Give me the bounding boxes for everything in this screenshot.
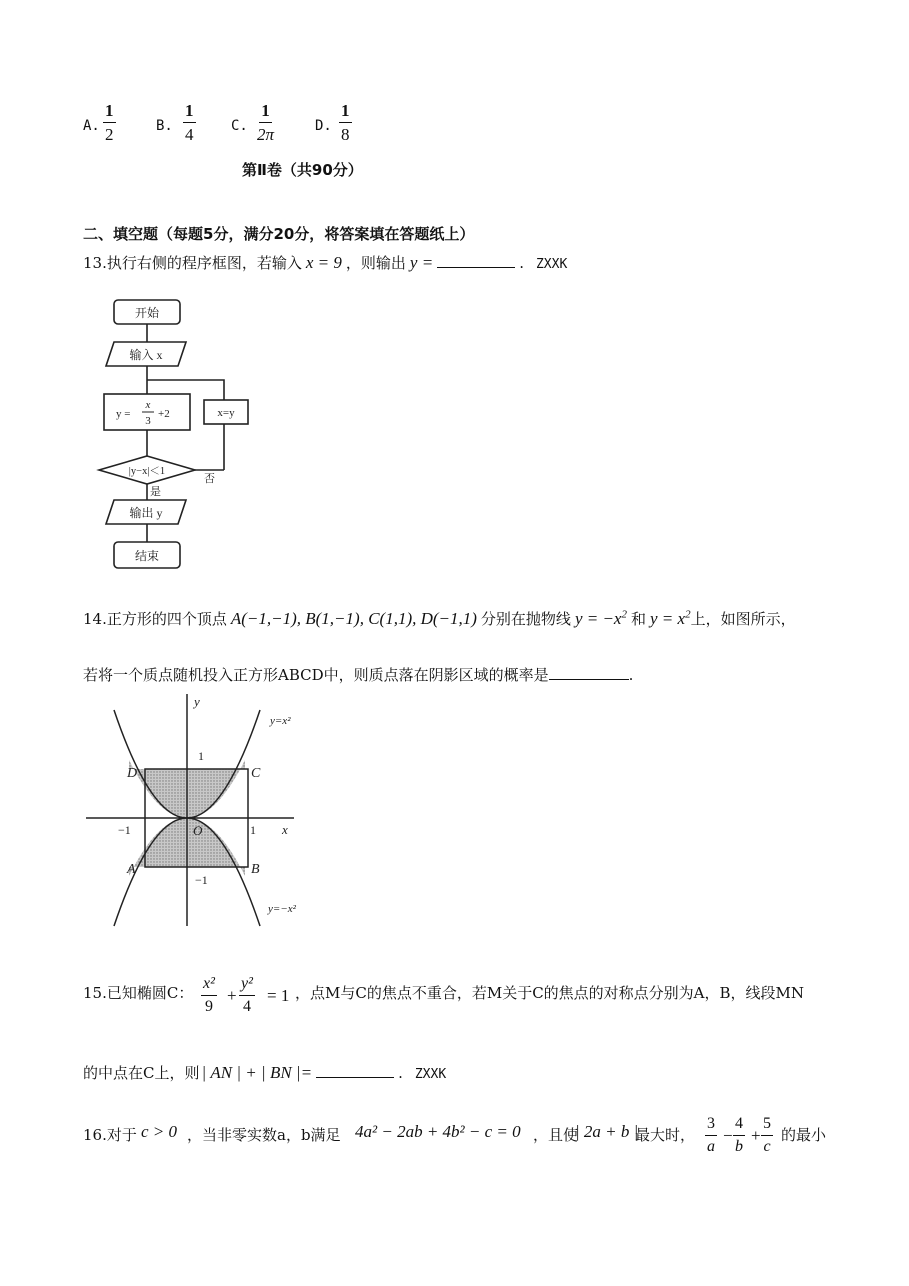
fraction-numerator: 1: [103, 102, 116, 123]
q13-input-eq: x = 9: [305, 253, 342, 272]
choice-fraction: [257, 102, 274, 143]
fraction-denominator: 8: [341, 125, 350, 144]
fraction-denominator: 9: [204, 998, 213, 1015]
part-title: 第Ⅱ卷（共90分）: [242, 161, 363, 179]
y-axis-label: y: [194, 694, 200, 709]
fraction-numerator: y²: [239, 976, 255, 996]
question-15-line2: [83, 1062, 446, 1083]
x-tick-left: −1: [118, 823, 131, 837]
choice-row: [83, 102, 403, 152]
choice-letter: B.: [156, 118, 173, 134]
q14-parabola-1: [575, 609, 627, 628]
origin-label: O: [193, 823, 203, 838]
q13-text: 13.执行右侧的程序框图，若输入: [83, 254, 302, 272]
flowchart-update-label: x=y: [217, 407, 235, 419]
q15-plus: +: [227, 986, 237, 1005]
fraction-numerator: x²: [201, 976, 217, 996]
watermark-mark: ZXXK: [535, 257, 568, 272]
q16-text-end: 的最小: [781, 1126, 827, 1144]
fraction-denominator: 4: [242, 998, 251, 1015]
fraction-denominator: b: [735, 1138, 743, 1155]
flowchart: [90, 290, 260, 580]
q16-c-condition: c > 0: [141, 1122, 178, 1141]
q14-eq1: y = −x: [574, 609, 622, 628]
fraction-numerator: 4: [733, 1116, 745, 1136]
q16-term-1: [705, 1116, 717, 1155]
q14-text-mid: 分别在抛物线: [480, 610, 571, 628]
q14-eq1-exp: 2: [621, 608, 627, 621]
choice-letter: C.: [231, 118, 248, 134]
x-tick-right: 1: [250, 823, 256, 837]
q14-eq2-exp: 2: [685, 608, 691, 621]
q13-text-mid: ，则输出: [345, 254, 406, 272]
fraction-numerator: 1: [183, 102, 196, 123]
q16-equation: 4a² − 2ab + 4b² − c = 0: [355, 1122, 521, 1141]
q16-term-2: [733, 1116, 745, 1155]
flowchart-output-label: 输出 y: [129, 506, 163, 520]
q13-output-eq: y =: [409, 253, 434, 272]
q16-text: 16.对于: [83, 1126, 137, 1144]
question-13: [83, 252, 567, 273]
q15-equals: = 1: [267, 986, 290, 1005]
q16-term-3: [761, 1116, 773, 1155]
section-heading: 二、填空题（每题5分，满分20分，将答案填在答题纸上）: [83, 225, 475, 243]
x-axis-label: x: [282, 822, 288, 837]
parabola-graph: [84, 690, 334, 930]
q16-minus: −: [723, 1126, 733, 1145]
q15-expression: | AN | + | BN |=: [201, 1063, 313, 1082]
flowchart-yes-label: 是: [150, 486, 161, 498]
q15-text: 15.已知椭圆C：: [83, 984, 194, 1002]
choice-fraction: [339, 102, 352, 143]
q14-parabola-2: [650, 609, 691, 628]
fraction-denominator: a: [707, 1138, 715, 1155]
answer-blank: [316, 1077, 394, 1078]
fraction-denominator: c: [763, 1138, 771, 1155]
vertex-a-label: A: [127, 862, 136, 877]
q16-plus: +: [751, 1126, 761, 1145]
question-14-line2: [83, 664, 633, 685]
vertex-d-label: D: [127, 766, 138, 781]
flowchart-input-label: 输入 x: [129, 348, 163, 362]
q14-eq2: y = x: [650, 609, 686, 628]
flowchart-start-label: 开始: [134, 306, 160, 320]
vertex-c-label: C: [251, 766, 261, 781]
question-16: [83, 1116, 843, 1172]
lower-curve-label: y=−x²: [268, 903, 296, 915]
flowchart-assign-den: 3: [145, 415, 151, 427]
q13-period: .: [519, 254, 524, 272]
choice-fraction: [103, 102, 116, 143]
fraction-numerator: 1: [259, 102, 272, 123]
q14-text-end: 上，如图所示，: [690, 610, 796, 628]
upper-curve-label: y=x²: [270, 715, 291, 727]
fraction-denominator: 2: [105, 125, 114, 144]
choice-fraction: [183, 102, 196, 143]
y-tick-top: 1: [198, 749, 204, 763]
vertex-b-label: B: [251, 862, 260, 877]
q14-line2-text: 若将一个质点随机投入正方形ABCD中，则质点落在阴影区域的概率是: [83, 666, 549, 684]
question-14: [83, 608, 796, 629]
flowchart-condition-label: |y−x|＜1: [128, 466, 166, 477]
answer-blank: [549, 679, 629, 680]
choice-letter: D.: [315, 118, 332, 134]
q15-line2-text: 的中点在C上，则: [83, 1064, 200, 1082]
q15-period: .: [398, 1064, 403, 1082]
q16-text-mid2: ，且使: [533, 1126, 579, 1144]
q16-text-mid3: 最大时，: [635, 1126, 696, 1144]
flowchart-assign-num: x: [145, 399, 151, 411]
fraction-denominator: 4: [185, 125, 194, 144]
watermark-mark: ZXXK: [414, 1067, 447, 1082]
flowchart-no-label: 否: [204, 473, 215, 485]
q15-fraction-1: [201, 976, 217, 1015]
fraction-numerator: 1: [339, 102, 352, 123]
fraction-numerator: 3: [705, 1116, 717, 1136]
flowchart-assign-lhs: y =: [116, 408, 131, 420]
answer-blank: [437, 267, 515, 268]
q15-fraction-2: [239, 976, 255, 1015]
flowchart-end-label: 结束: [134, 549, 160, 563]
q16-abs-expr: | 2a + b |: [575, 1122, 639, 1141]
fraction-denominator: 2π: [257, 125, 275, 144]
q16-text-mid1: ，当非零实数a，b满足: [187, 1126, 341, 1144]
flowchart-assign-rhs: +2: [158, 408, 170, 420]
q15-text-end: ，点M与C的焦点不重合，若M关于C的焦点的对称点分别为A，B，线段MN: [295, 984, 805, 1002]
q14-points: A(−1,−1), B(1,−1), C(1,1), D(−1,1): [230, 609, 477, 628]
q14-text: 14.正方形的四个顶点: [83, 610, 227, 628]
choice-letter: A.: [83, 118, 100, 134]
q14-period: .: [628, 666, 634, 684]
fraction-numerator: 5: [761, 1116, 773, 1136]
q14-and: 和: [630, 610, 646, 628]
y-tick-bottom: −1: [195, 873, 208, 887]
